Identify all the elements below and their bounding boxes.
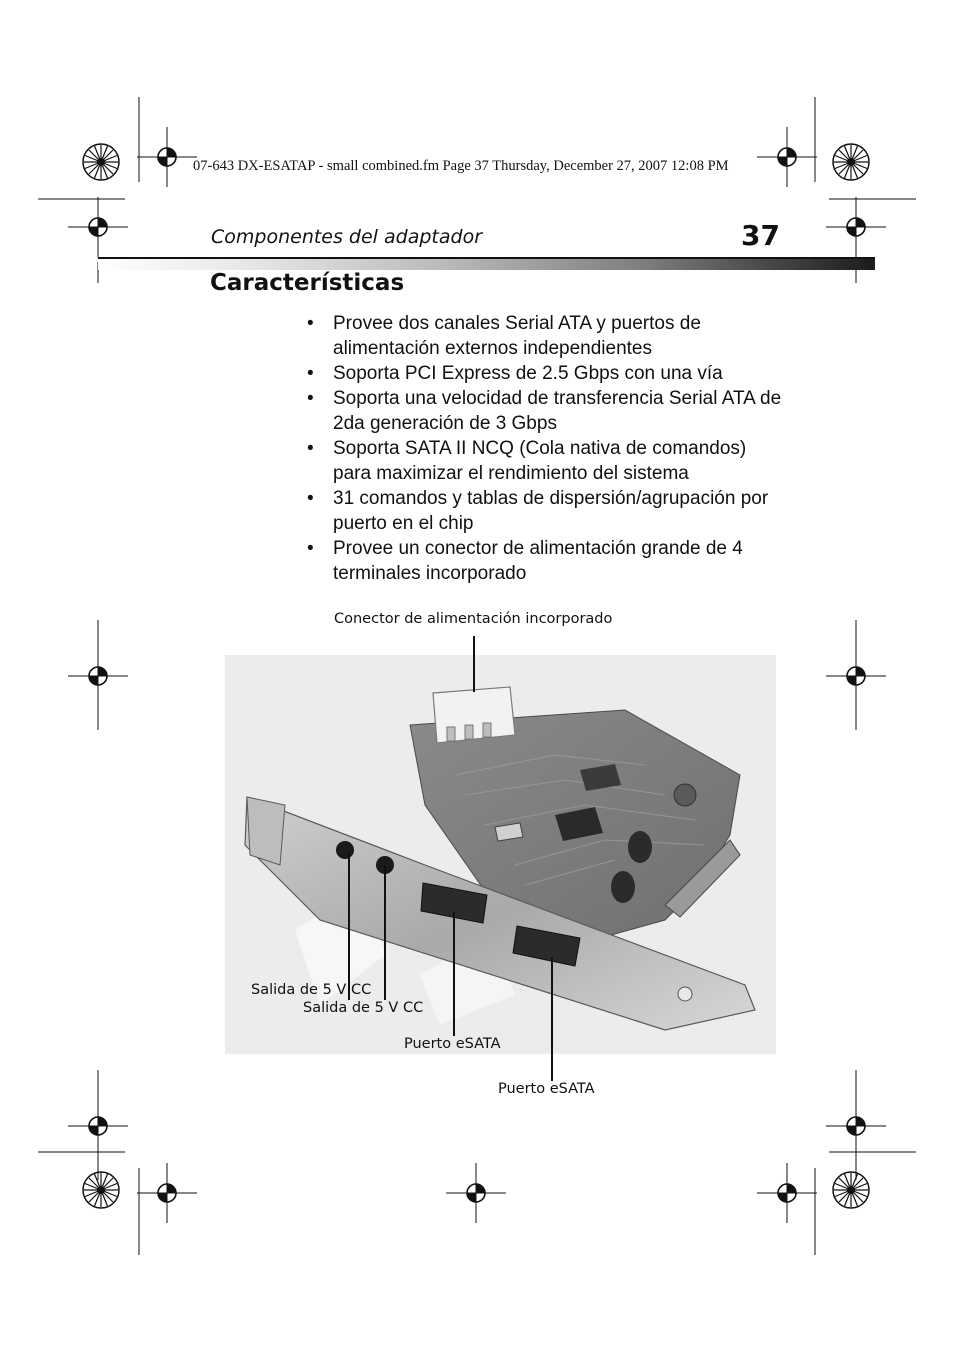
list-item [305, 311, 785, 361]
callout-dc-out-1: Salida de 5 V CC [251, 982, 372, 998]
bullet-icon: • [307, 388, 314, 409]
feature-text: Soporta PCI Express de 2.5 Gbps con una vía [333, 363, 723, 384]
list-item [305, 536, 785, 586]
feature-text: Soporta una velocidad de transferencia Serial ATA de 2da generación de 3 Gbps [333, 388, 782, 434]
bullet-icon: • [307, 313, 314, 334]
list-item [305, 386, 785, 436]
bullet-icon: • [307, 538, 314, 559]
feature-text: 31 comandos y tablas de dispersión/agrupación por puerto en el chip [333, 488, 769, 534]
header-gradient-bar [98, 259, 875, 270]
list-item [305, 436, 785, 486]
leader-esata-2 [551, 957, 553, 1081]
feature-text: Provee dos canales Serial ATA y puertos de alimentación externos independientes [333, 313, 701, 359]
leader-esata-1 [453, 912, 455, 1036]
file-slug: 07-643 DX-ESATAP - small combined.fm Page 37 Thursday, December 27, 2007 12:08 PM [193, 158, 729, 174]
section-title: Características [210, 270, 405, 296]
page-number: 37 [741, 219, 780, 252]
callout-power-connector: Conector de alimentación incorporado [334, 611, 613, 627]
callout-esata-2: Puerto eSATA [498, 1081, 595, 1097]
feature-text: Soporta SATA II NCQ (Cola nativa de comandos) para maximizar el rendimiento del sistema [333, 438, 747, 484]
callout-dc-out-2: Salida de 5 V CC [303, 1000, 424, 1016]
list-item [305, 486, 785, 536]
callout-esata-1: Puerto eSATA [404, 1036, 501, 1052]
list-item [305, 361, 785, 386]
running-header: Componentes del adaptador [211, 226, 483, 248]
feature-list [305, 311, 785, 586]
leader-dc-out-2 [384, 866, 386, 1000]
leader-dc-out-1 [348, 852, 350, 1000]
leader-power-connector [473, 636, 475, 692]
bullet-icon: • [307, 363, 314, 384]
bullet-icon: • [307, 438, 314, 459]
bullet-icon: • [307, 488, 314, 509]
feature-text: Provee un conector de alimentación grande de 4 terminales incorporado [333, 538, 743, 584]
